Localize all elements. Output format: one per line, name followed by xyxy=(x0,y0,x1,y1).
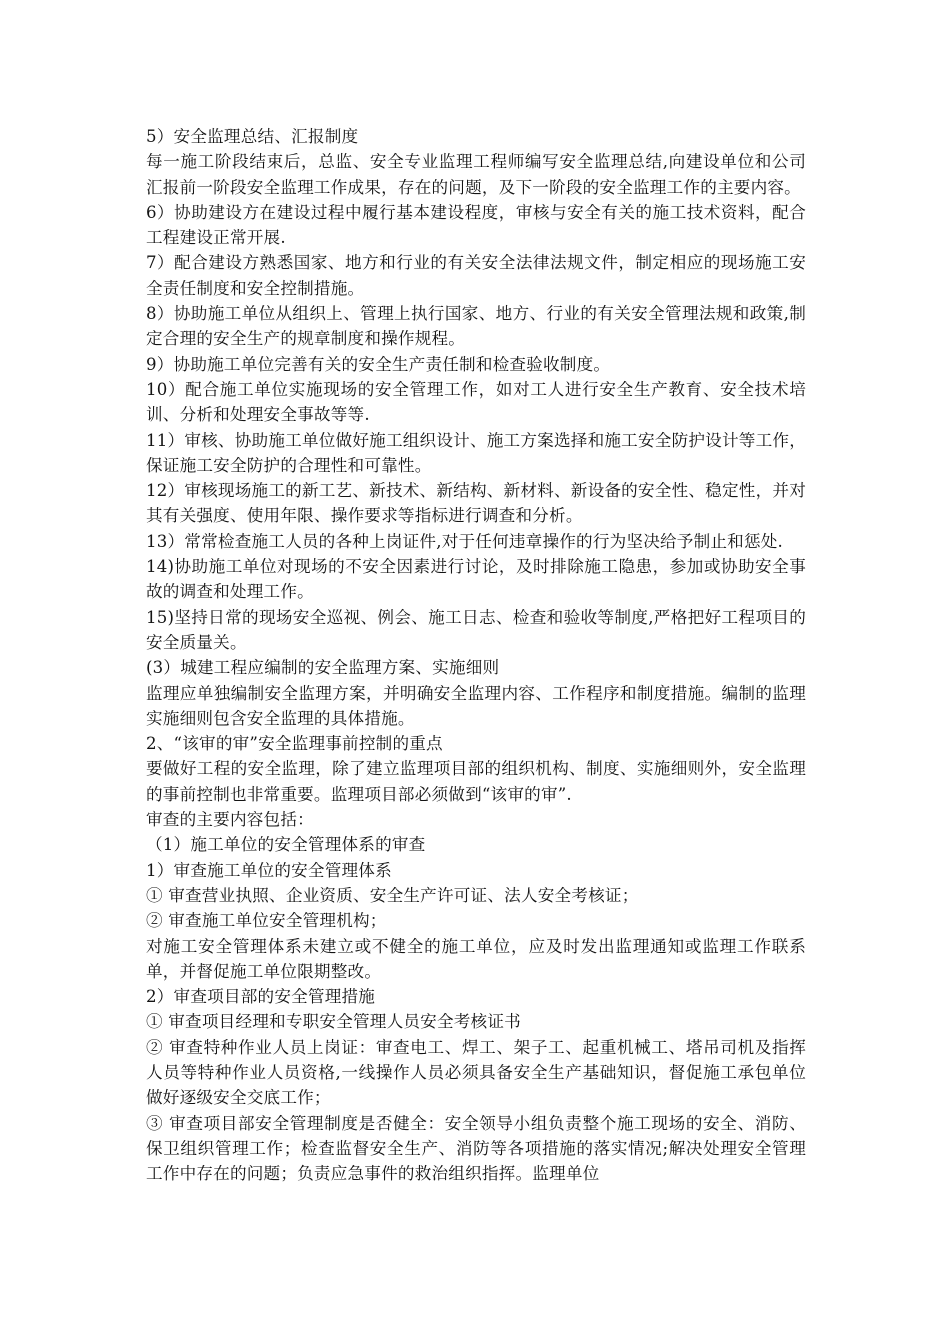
paragraph: 对施工安全管理体系未建立或不健全的施工单位，应及时发出监理通知或监理工作联系单，并督促施工单位限期整改。 xyxy=(146,936,806,981)
list-item: ① 审查营业执照、企业资质、安全生产许可证、法人安全考核证； xyxy=(146,885,639,905)
paragraph: 11）审核、协助施工单位做好施工组织设计、施工方案选择和施工安全防护设计等工作，保证施工安全防护的合理性和可靠性。 xyxy=(146,430,806,475)
list-item: ① 审查项目经理和专职安全管理人员安全考核证书 xyxy=(146,1012,521,1032)
paragraph: 13）常常检查施工人员的各种上岗证件,对于任何违章操作的行为坚决给予制止和惩处. xyxy=(146,531,784,551)
paragraph: 每一施工阶段结束后，总监、安全专业监理工程师编写安全监理总结,向建设单位和公司汇报前一阶段安全监理工作成果，存在的问题，及下一阶段的安全监理工作的主要内容。 xyxy=(146,152,806,197)
paragraph: 15)坚持日常的现场安全巡视、例会、施工日志、检查和验收等制度,严格把好工程项目的安全质量关。 xyxy=(146,607,806,652)
paragraph: 监理应单独编制安全监理方案，并明确安全监理内容、工作程序和制度措施。编制的监理实施细则包含安全监理的具体措施。 xyxy=(146,683,806,728)
paragraph: 12）审核现场施工的新工艺、新技术、新结构、新材料、新设备的安全性、稳定性，并对其有关强度、使用年限、操作要求等指标进行调查和分析。 xyxy=(146,481,806,526)
section-heading: 2、“该审的审”安全监理事前控制的重点 xyxy=(146,734,443,754)
paragraph: 6）协助建设方在建设过程中履行基本建设程度，审核与安全有关的施工技术资料，配合工程建设正常开展. xyxy=(146,202,806,248)
paragraph: 9）协助施工单位完善有关的安全生产责任制和检查验收制度。 xyxy=(146,354,611,374)
paragraph: 审查的主要内容包括： xyxy=(146,810,314,830)
subsection-heading: 2）审查项目部的安全管理措施 xyxy=(146,987,376,1007)
document-body xyxy=(146,124,806,1186)
paragraph: 7）配合建设方熟悉国家、地方和行业的有关安全法律法规文件，制定相应的现场施工安全责任制度和安全控制措施。 xyxy=(146,253,806,298)
section-heading: （1）施工单位的安全管理体系的审查 xyxy=(146,835,426,855)
paragraph: 要做好工程的安全监理，除了建立监理项目部的组织机构、制度、实施细则外，安全监理的事前控制也非常重要。监理项目部必须做到“该审的审”. xyxy=(146,759,806,804)
section-heading: (3）城建工程应编制的安全监理方案、实施细则 xyxy=(146,658,500,678)
subsection-heading: 1）审查施工单位的安全管理体系 xyxy=(146,860,392,880)
paragraph: 5）安全监理总结、汇报制度 xyxy=(146,127,359,146)
paragraph: 14)协助施工单位对现场的不安全因素进行讨论，及时排除施工隐患，参加或协助安全事故的调查和处理工作。 xyxy=(146,557,806,602)
paragraph: 8）协助施工单位从组织上、管理上执行国家、地方、行业的有关安全管理法规和政策,制定合理的安全生产的规章制度和操作规程。 xyxy=(146,304,806,349)
list-item: ② 审查特种作业人员上岗证：审查电工、焊工、架子工、起重机械工、塔吊司机及指挥人员等特种作业人员资格,一线操作人员必须具备安全生产基础知识，督促施工承包单位做好逐级安全交底工作； xyxy=(146,1037,806,1108)
paragraph: 10）配合施工单位实施现场的安全管理工作，如对工人进行安全生产教育、安全技术培训、分析和处理安全事故等等. xyxy=(146,379,806,425)
list-item: ③ 审查项目部安全管理制度是否健全：安全领导小组负责整个施工现场的安全、消防、保卫组织管理工作；检查监督安全生产、消防等各项措施的落实情况;解决处理安全管理工作中存在的问题；负责应急事件的救治组织指挥。监理单位 xyxy=(146,1113,806,1184)
list-item: ② 审查施工单位安全管理机构； xyxy=(146,911,387,931)
